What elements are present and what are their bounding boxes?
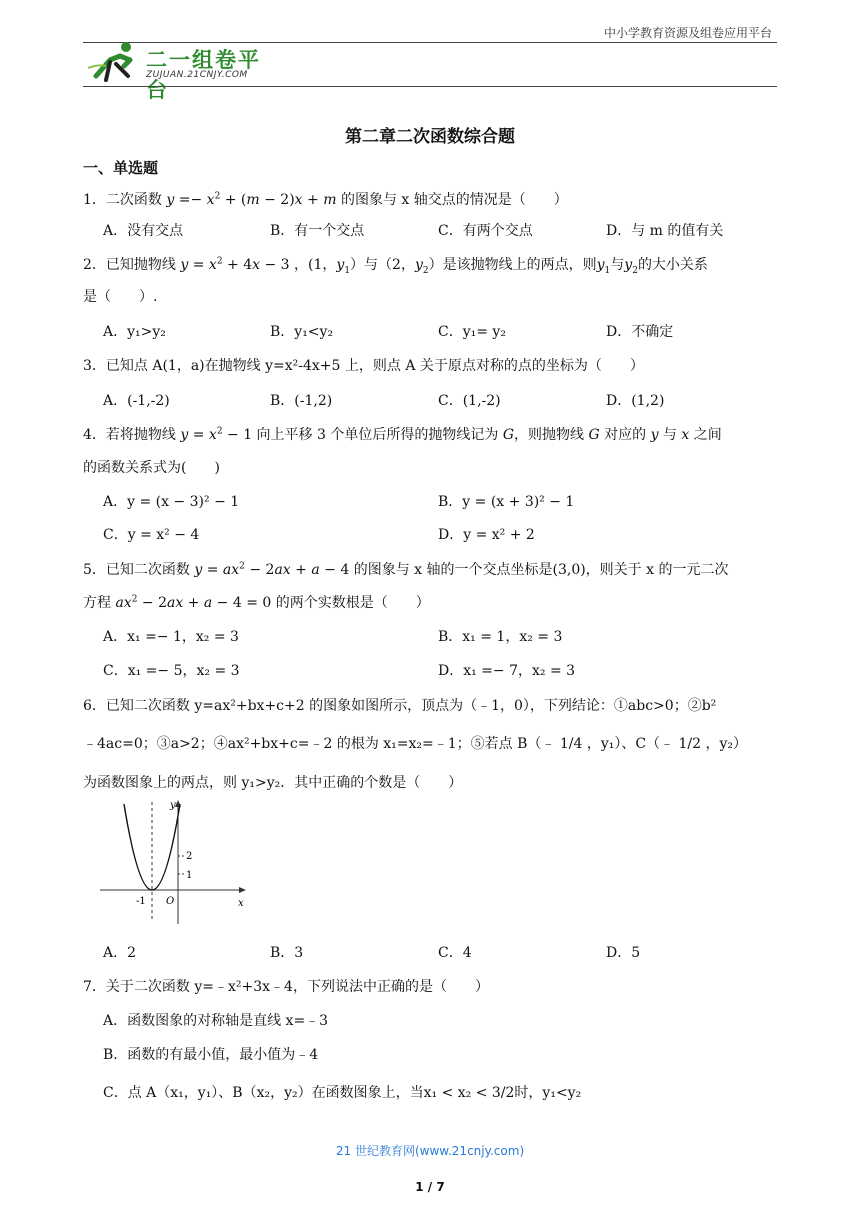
header-rule-bottom <box>83 86 777 87</box>
q5-option-b[interactable]: B．x₁ = 1，x₂ = 3 <box>438 629 563 645</box>
footer-site-link[interactable]: 21 世纪教育网(www.21cnjy.com) <box>335 1144 525 1158</box>
q5-line2-b: 的两个实数根是（ ） <box>271 595 430 611</box>
question-4: 4．若将抛物线 $y = x^2 - 1$ 向上平移 3 个单位后所得的抛物线记为 G，则抛物线 G 对应的 y 与 x 之间 <box>83 426 722 443</box>
runner-icon <box>86 40 144 84</box>
graph-y-label: y <box>170 800 176 811</box>
q2-text-d: 与 <box>610 257 625 273</box>
q3-option-d[interactable]: D．(1,2) <box>606 393 665 409</box>
question-6-line2: ﹣4ac=0；③a>2；④ax²+bx+c=﹣2 的根为 x₁=x₂=﹣1；⑤若点 B（﹣ 1/4 ，y₁）、C（﹣ 1/2 ，y₂） <box>83 736 748 752</box>
question-2: 2．已知抛物线 $y = x^2 + 4x - 3$ ，(1，$y_1$）与（2，$y_2$）是该抛物线上的两点，则$y_1$与$y_2$的大小关系 <box>83 256 708 276</box>
question-1: 1．二次函数 $y =- x^2 + (m - 2)x + m$ 的图象与 x 轴交点的情况是（ ） <box>83 191 568 208</box>
q7-option-c[interactable]: C．点 A（x₁，y₁）、B（x₂，y₂）在函数图象上，当x₁ < x₂ < 3/2时，y₁<y₂ <box>103 1085 582 1101</box>
logo-text: 二一组卷平台 <box>146 48 261 102</box>
q2-option-c[interactable]: C．y₁= y₂ <box>438 324 506 340</box>
graph-origin-label: O <box>166 896 175 907</box>
q5-option-a[interactable]: A．x₁ =− 1，x₂ = 3 <box>103 629 239 645</box>
q5-prefix: 5．已知二次函数 <box>83 562 195 578</box>
q4-option-d[interactable]: D．y = x² + 2 <box>438 527 535 543</box>
graph-tick-1: 1 <box>186 870 193 881</box>
graph-tick-2: 2 <box>186 851 193 862</box>
q2-text-b: ）与（2， <box>350 257 415 273</box>
q6-option-a[interactable]: A．2 <box>103 945 137 961</box>
question-5: 5．已知二次函数 $y = ax^2 - 2ax + a - 4$ 的图象与 x 轴的一个交点坐标是(3,0)，则关于 x 的一元二次 <box>83 561 729 578</box>
q4-prefix: 4．若将抛物线 <box>83 427 181 443</box>
q4-text-d: 与 <box>658 427 682 443</box>
question-6-line3: 为函数图象上的两点，则 y₁>y₂．其中正确的个数是（ ） <box>83 775 463 791</box>
q4-text-c: 对应的 <box>599 427 651 443</box>
graph-x-label: x <box>238 898 244 909</box>
q5-text: 的图象与 x 轴的一个交点坐标是(3,0)，则关于 x 的一元二次 <box>349 562 729 578</box>
q4-option-b[interactable]: B．y = (x + 3)² − 1 <box>438 494 575 510</box>
q2-text-e: 的大小关系 <box>637 257 708 273</box>
q7-option-b[interactable]: B．函数的有最小值，最小值为﹣4 <box>103 1047 319 1063</box>
q7-option-a[interactable]: A．函数图象的对称轴是直线 x=﹣3 <box>103 1013 329 1029</box>
q6-option-c[interactable]: C．4 <box>438 945 472 961</box>
graph-neg1-label: -1 <box>136 896 146 907</box>
logo-url: ZUJUAN.21CNJY.COM <box>146 70 248 80</box>
q4-text-a: 向上平移 3 个单位后所得的抛物线记为 <box>252 427 503 443</box>
q4-option-c[interactable]: C．y = x² − 4 <box>103 527 200 543</box>
page-number: 1 / 7 <box>415 1180 445 1194</box>
q1-prefix: 1．二次函数 <box>83 192 167 208</box>
q6-option-d[interactable]: D．5 <box>606 945 641 961</box>
q3-option-b[interactable]: B．(-1,2) <box>270 393 333 409</box>
parabola-graph <box>100 798 250 926</box>
q4-text-b: ，则抛物线 <box>514 427 589 443</box>
question-5-line2: 方程 $ax^2 - 2ax + a - 4 = 0$ 的两个实数根是（ ） <box>83 594 430 611</box>
question-3: 3．已知点 A(1，a)在抛物线 y=x²-4x+5 上，则点 A 关于原点对称的点的坐标为（ ） <box>83 358 644 374</box>
platform-label: 中小学教育资源及组卷应用平台 <box>603 26 772 40</box>
question-7: 7．关于二次函数 y=﹣x²+3x﹣4，下列说法中正确的是（ ） <box>83 979 489 995</box>
question-6: 6．已知二次函数 y=ax²+bx+c+2 的图象如图所示，顶点为（﹣1，0），下列结论：①abc>0；②b² <box>83 698 717 714</box>
q3-option-a[interactable]: A．(-1,-2) <box>103 393 170 409</box>
q2-option-d[interactable]: D．不确定 <box>606 324 674 340</box>
question-2-line2: 是（ ）. <box>83 289 158 305</box>
q4-option-a[interactable]: A．y = (x − 3)² − 1 <box>103 494 240 510</box>
q2-option-b[interactable]: B．y₁<y₂ <box>270 324 334 340</box>
q6-option-b[interactable]: B．3 <box>270 945 304 961</box>
q2-prefix: 2．已知抛物线 <box>83 257 181 273</box>
q2-text-a: ，(1， <box>289 257 337 273</box>
q4-text-e: 之间 <box>689 427 722 443</box>
q1-text: 的图象与 x 轴交点的情况是（ ） <box>336 192 568 208</box>
q5-option-c[interactable]: C．x₁ =− 5，x₂ = 3 <box>103 663 240 679</box>
q1-option-d[interactable]: D．与 m 的值有关 <box>606 223 724 239</box>
q1-option-b[interactable]: B．有一个交点 <box>270 223 365 239</box>
q2-text-c: ）是该抛物线上的两点，则 <box>428 257 597 273</box>
q1-option-c[interactable]: C．有两个交点 <box>438 223 533 239</box>
page-title: 第二章二次函数综合题 <box>345 127 515 147</box>
q3-option-c[interactable]: C．(1,-2) <box>438 393 501 409</box>
q5-option-d[interactable]: D．x₁ =− 7，x₂ = 3 <box>438 663 576 679</box>
q5-line2-a: 方程 <box>83 595 116 611</box>
q2-option-a[interactable]: A．y₁>y₂ <box>103 324 166 340</box>
q1-option-a[interactable]: A．没有交点 <box>103 223 184 239</box>
question-4-line2: 的函数关系式为( ) <box>83 460 220 476</box>
section-heading: 一、单选题 <box>83 159 159 177</box>
logo <box>86 40 276 102</box>
